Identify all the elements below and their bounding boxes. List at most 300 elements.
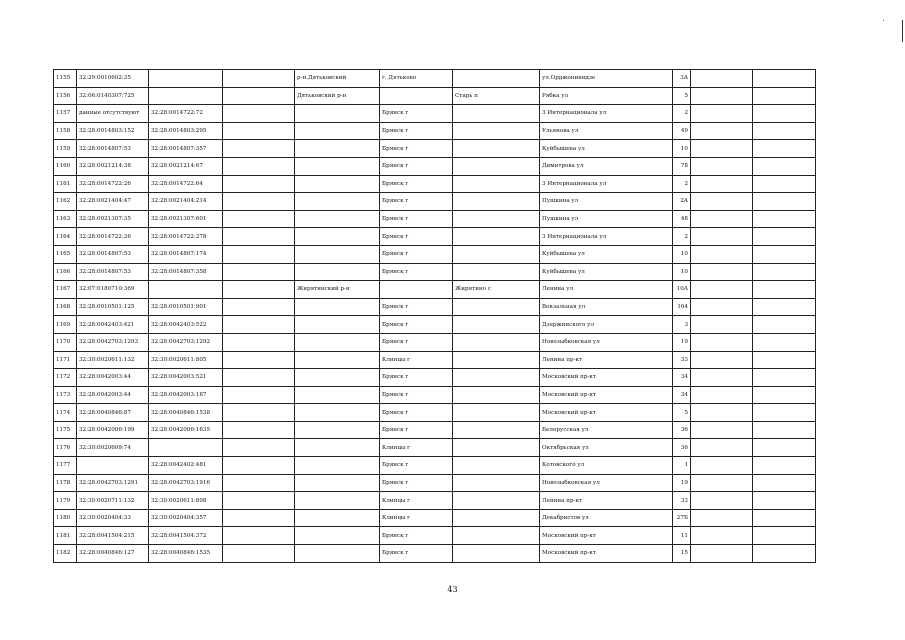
city-cell: Брянск г: [380, 245, 453, 263]
empty-cell: [753, 527, 816, 545]
district-cell: [295, 298, 380, 316]
empty-cell: [753, 193, 816, 211]
empty-cell: [223, 122, 295, 140]
district-cell: [295, 228, 380, 246]
empty-cell: [753, 421, 816, 439]
empty-cell: [691, 509, 753, 527]
settlement-cell: [453, 140, 540, 158]
district-cell: [295, 210, 380, 228]
cadastral-number-cell: 32:28:0014803:152: [77, 122, 149, 140]
empty-cell: [753, 157, 816, 175]
house-number-cell: 78: [673, 157, 691, 175]
empty-cell: [223, 87, 295, 105]
table-row: [54, 474, 816, 492]
street-cell: Пушкина ул: [540, 193, 673, 211]
empty-cell: [691, 457, 753, 475]
cadastral-number-cell: 32:28:0042006:199: [77, 421, 149, 439]
house-number-cell: 5: [673, 87, 691, 105]
empty-cell: [753, 545, 816, 563]
settlement-cell: [453, 245, 540, 263]
street-cell: Московский пр-кт: [540, 527, 673, 545]
city-cell: Клинцы г: [380, 439, 453, 457]
empty-cell: [223, 404, 295, 422]
empty-cell: [223, 492, 295, 510]
house-number-cell: 1: [673, 457, 691, 475]
city-cell: Брянск г: [380, 474, 453, 492]
table-row: [54, 105, 816, 123]
table-row: [54, 263, 816, 281]
city-cell: Брянск г: [380, 369, 453, 387]
empty-cell: [223, 316, 295, 334]
street-cell: Ленина пр-кт: [540, 351, 673, 369]
scan-edge-mark: [902, 20, 903, 42]
empty-cell: [691, 492, 753, 510]
city-cell: Брянск г: [380, 457, 453, 475]
city-cell: Брянск г: [380, 140, 453, 158]
settlement-cell: [453, 122, 540, 140]
empty-cell: [691, 87, 753, 105]
table-row: [54, 87, 816, 105]
empty-cell: [223, 193, 295, 211]
premises-cadastral-number-cell: 32:28:0014807:357: [149, 140, 223, 158]
house-number-cell: 34: [673, 369, 691, 387]
table-row: [54, 439, 816, 457]
empty-cell: [691, 281, 753, 299]
empty-cell: [691, 386, 753, 404]
cadastral-number-cell: данные отсутствуют: [77, 105, 149, 123]
empty-cell: [691, 421, 753, 439]
empty-cell: [223, 70, 295, 88]
house-number-cell: 36: [673, 421, 691, 439]
district-cell: [295, 140, 380, 158]
row-number-cell: 1165: [54, 245, 77, 263]
premises-cadastral-number-cell: 32:30:0020404:357: [149, 509, 223, 527]
empty-cell: [691, 298, 753, 316]
city-cell: Брянск г: [380, 404, 453, 422]
district-cell: [295, 439, 380, 457]
row-number-cell: 1164: [54, 228, 77, 246]
cadastral-number-cell: 32:28:0042703:1291: [77, 474, 149, 492]
empty-cell: [223, 105, 295, 123]
premises-cadastral-number-cell: 32:28:0014722:72: [149, 105, 223, 123]
premises-cadastral-number-cell: 32:28:0021404:214: [149, 193, 223, 211]
house-number-cell: 10: [673, 263, 691, 281]
empty-cell: [691, 122, 753, 140]
premises-cadastral-number-cell: [149, 87, 223, 105]
district-cell: [295, 263, 380, 281]
street-cell: Ленина пр-кт: [540, 492, 673, 510]
premises-cadastral-number-cell: 32:28:0042006:1635: [149, 421, 223, 439]
empty-cell: [753, 105, 816, 123]
city-cell: [380, 281, 453, 299]
house-number-cell: 10: [673, 140, 691, 158]
empty-cell: [753, 210, 816, 228]
settlement-cell: [453, 105, 540, 123]
house-number-cell: 3: [673, 316, 691, 334]
row-number-cell: 1175: [54, 421, 77, 439]
street-cell: Московский пр-кт: [540, 545, 673, 563]
empty-cell: [753, 298, 816, 316]
empty-cell: [753, 316, 816, 334]
empty-cell: [691, 351, 753, 369]
house-number-cell: 33: [673, 351, 691, 369]
cadastral-number-cell: 32:30:0020711:132: [77, 492, 149, 510]
empty-cell: [753, 245, 816, 263]
empty-cell: [753, 333, 816, 351]
empty-cell: [753, 263, 816, 281]
settlement-cell: Жирятино с: [453, 281, 540, 299]
empty-cell: [753, 474, 816, 492]
empty-cell: [691, 474, 753, 492]
city-cell: г. Дятьково: [380, 70, 453, 88]
empty-cell: [223, 457, 295, 475]
row-number-cell: 1160: [54, 157, 77, 175]
settlement-cell: [453, 369, 540, 387]
empty-cell: [691, 140, 753, 158]
scan-speck: [883, 20, 884, 21]
empty-cell: [223, 228, 295, 246]
street-cell: Куйбышева ул: [540, 245, 673, 263]
settlement-cell: [453, 439, 540, 457]
city-cell: Брянск г: [380, 122, 453, 140]
city-cell: Брянск г: [380, 210, 453, 228]
empty-cell: [223, 386, 295, 404]
premises-cadastral-number-cell: 32:28:0042403:522: [149, 316, 223, 334]
table-row: [54, 421, 816, 439]
empty-cell: [691, 193, 753, 211]
settlement-cell: [453, 157, 540, 175]
empty-cell: [691, 527, 753, 545]
city-cell: Брянск г: [380, 175, 453, 193]
street-cell: Московский пр-кт: [540, 386, 673, 404]
cadastral-number-cell: 32:28:0014807:53: [77, 140, 149, 158]
cadastral-number-cell: 32:28:0021404:47: [77, 193, 149, 211]
cadastral-number-cell: 32:28:0014722:26: [77, 228, 149, 246]
empty-cell: [691, 263, 753, 281]
settlement-cell: Старь п: [453, 87, 540, 105]
cadastral-number-cell: 32:28:0021214:38: [77, 157, 149, 175]
street-cell: Ленина ул: [540, 281, 673, 299]
row-number-cell: 1177: [54, 457, 77, 475]
city-cell: Брянск г: [380, 421, 453, 439]
row-number-cell: 1181: [54, 527, 77, 545]
cadastral-number-cell: 32:30:0020609:74: [77, 439, 149, 457]
cadastral-number-cell: 32:30:0020611:132: [77, 351, 149, 369]
street-cell: Рябка ул: [540, 87, 673, 105]
district-cell: [295, 545, 380, 563]
empty-cell: [753, 281, 816, 299]
row-number-cell: 1176: [54, 439, 77, 457]
city-cell: Клинцы г: [380, 351, 453, 369]
row-number-cell: 1173: [54, 386, 77, 404]
empty-cell: [753, 351, 816, 369]
district-cell: [295, 457, 380, 475]
district-cell: [295, 245, 380, 263]
city-cell: Брянск г: [380, 333, 453, 351]
row-number-cell: 1163: [54, 210, 77, 228]
table-row: [54, 457, 816, 475]
empty-cell: [691, 545, 753, 563]
city-cell: Клинцы г: [380, 492, 453, 510]
row-number-cell: 1161: [54, 175, 77, 193]
district-cell: [295, 105, 380, 123]
cadastral-number-cell: 32:28:0014807:53: [77, 245, 149, 263]
table-row: [54, 545, 816, 563]
empty-cell: [223, 263, 295, 281]
settlement-cell: [453, 421, 540, 439]
house-number-cell: 36: [673, 439, 691, 457]
empty-cell: [753, 228, 816, 246]
table-row: [54, 228, 816, 246]
row-number-cell: 1172: [54, 369, 77, 387]
row-number-cell: 1178: [54, 474, 77, 492]
settlement-cell: [453, 492, 540, 510]
city-cell: Брянск г: [380, 386, 453, 404]
cadastral-number-cell: 32:28:0010501:125: [77, 298, 149, 316]
premises-cadastral-number-cell: 32:28:0040846:1538: [149, 404, 223, 422]
row-number-cell: 1166: [54, 263, 77, 281]
cadastral-number-cell: 32:30:0020404:33: [77, 509, 149, 527]
table-row: [54, 298, 816, 316]
empty-cell: [753, 369, 816, 387]
empty-cell: [223, 175, 295, 193]
cadastral-number-cell: 32:28:0042703:1293: [77, 333, 149, 351]
empty-cell: [223, 527, 295, 545]
premises-cadastral-number-cell: 32:28:0042703:1292: [149, 333, 223, 351]
empty-cell: [753, 439, 816, 457]
city-cell: [380, 87, 453, 105]
house-number-cell: 2А: [673, 193, 691, 211]
street-cell: Белорусская ул: [540, 421, 673, 439]
premises-cadastral-number-cell: 32:28:0014803:295: [149, 122, 223, 140]
city-cell: Брянск г: [380, 193, 453, 211]
settlement-cell: [453, 386, 540, 404]
city-cell: Клинцы г: [380, 509, 453, 527]
settlement-cell: [453, 263, 540, 281]
settlement-cell: [453, 70, 540, 88]
row-number-cell: 1180: [54, 509, 77, 527]
table-row: [54, 386, 816, 404]
district-cell: [295, 509, 380, 527]
table-row: [54, 157, 816, 175]
empty-cell: [223, 210, 295, 228]
cadastral-number-cell: 32:28:0042403:421: [77, 316, 149, 334]
settlement-cell: [453, 175, 540, 193]
settlement-cell: [453, 351, 540, 369]
empty-cell: [223, 509, 295, 527]
register-table: [53, 69, 816, 563]
premises-cadastral-number-cell: 32:28:0010501:901: [149, 298, 223, 316]
district-cell: [295, 193, 380, 211]
settlement-cell: [453, 527, 540, 545]
cadastral-number-cell: 32:07:0180710:369: [77, 281, 149, 299]
district-cell: [295, 527, 380, 545]
empty-cell: [223, 245, 295, 263]
cadastral-number-cell: 32:28:0040846:87: [77, 404, 149, 422]
district-cell: [295, 316, 380, 334]
district-cell: [295, 369, 380, 387]
premises-cadastral-number-cell: 32:30:0020611:805: [149, 351, 223, 369]
premises-cadastral-number-cell: 32:28:0021307:601: [149, 210, 223, 228]
house-number-cell: 49: [673, 122, 691, 140]
table-row: [54, 509, 816, 527]
street-cell: Новозыбковская ул: [540, 474, 673, 492]
premises-cadastral-number-cell: 32:28:0014722:64: [149, 175, 223, 193]
empty-cell: [753, 87, 816, 105]
settlement-cell: [453, 210, 540, 228]
street-cell: Пушкина ул: [540, 210, 673, 228]
row-number-cell: 1167: [54, 281, 77, 299]
settlement-cell: [453, 298, 540, 316]
empty-cell: [753, 122, 816, 140]
row-number-cell: 1174: [54, 404, 77, 422]
table-row: [54, 351, 816, 369]
empty-cell: [691, 175, 753, 193]
table-row: [54, 404, 816, 422]
premises-cadastral-number-cell: 32:28:0014722:278: [149, 228, 223, 246]
city-cell: Брянск г: [380, 228, 453, 246]
settlement-cell: [453, 509, 540, 527]
house-number-cell: 19: [673, 333, 691, 351]
cadastral-number-cell: 32:28:0041504:215: [77, 527, 149, 545]
street-cell: Московский пр-кт: [540, 369, 673, 387]
empty-cell: [753, 175, 816, 193]
empty-cell: [223, 439, 295, 457]
table-row: [54, 122, 816, 140]
empty-cell: [753, 509, 816, 527]
cadastral-number-cell: 32:28:0040846:127: [77, 545, 149, 563]
empty-cell: [753, 404, 816, 422]
settlement-cell: [453, 457, 540, 475]
premises-cadastral-number-cell: 32:28:0042703:1916: [149, 474, 223, 492]
street-cell: Декабристов ул: [540, 509, 673, 527]
row-number-cell: 1156: [54, 87, 77, 105]
city-cell: Брянск г: [380, 298, 453, 316]
empty-cell: [223, 281, 295, 299]
row-number-cell: 1158: [54, 122, 77, 140]
row-number-cell: 1162: [54, 193, 77, 211]
street-cell: Новозыбковская ул: [540, 333, 673, 351]
house-number-cell: 48: [673, 210, 691, 228]
table-row: [54, 492, 816, 510]
city-cell: Брянск г: [380, 157, 453, 175]
district-cell: р-н.Дятьковский: [295, 70, 380, 88]
empty-cell: [753, 492, 816, 510]
district-cell: [295, 421, 380, 439]
district-cell: [295, 351, 380, 369]
district-cell: [295, 333, 380, 351]
street-cell: 3 Интернационала ул: [540, 228, 673, 246]
city-cell: Брянск г: [380, 545, 453, 563]
empty-cell: [223, 369, 295, 387]
cadastral-number-cell: 32:06:0140307:725: [77, 87, 149, 105]
cadastral-number-cell: [77, 457, 149, 475]
house-number-cell: 15: [673, 545, 691, 563]
empty-cell: [691, 404, 753, 422]
empty-cell: [223, 298, 295, 316]
settlement-cell: [453, 474, 540, 492]
settlement-cell: [453, 404, 540, 422]
street-cell: ул.Орджоникидзе: [540, 70, 673, 88]
street-cell: 3 Интернационала ул: [540, 175, 673, 193]
row-number-cell: 1169: [54, 316, 77, 334]
house-number-cell: 27Б: [673, 509, 691, 527]
empty-cell: [691, 316, 753, 334]
table-row: [54, 333, 816, 351]
district-cell: Жирятинский р-н: [295, 281, 380, 299]
row-number-cell: 1159: [54, 140, 77, 158]
district-cell: [295, 492, 380, 510]
table-row: [54, 369, 816, 387]
house-number-cell: 164: [673, 298, 691, 316]
table-row: [54, 140, 816, 158]
premises-cadastral-number-cell: 32:28:0042003:187: [149, 386, 223, 404]
cadastral-number-cell: 32:28:0014722:26: [77, 175, 149, 193]
street-cell: Димитрова ул: [540, 157, 673, 175]
house-number-cell: 10: [673, 245, 691, 263]
cadastral-number-cell: 32:28:0021307:35: [77, 210, 149, 228]
district-cell: [295, 386, 380, 404]
settlement-cell: [453, 228, 540, 246]
table-row: [54, 193, 816, 211]
table-row: [54, 527, 816, 545]
city-cell: Брянск г: [380, 105, 453, 123]
premises-cadastral-number-cell: [149, 439, 223, 457]
empty-cell: [223, 545, 295, 563]
table-row: [54, 175, 816, 193]
cadastral-number-cell: 32:28:0042003:44: [77, 369, 149, 387]
row-number-cell: 1179: [54, 492, 77, 510]
premises-cadastral-number-cell: [149, 281, 223, 299]
row-number-cell: 1171: [54, 351, 77, 369]
table-row: [54, 210, 816, 228]
table-row: [54, 316, 816, 334]
empty-cell: [691, 245, 753, 263]
house-number-cell: 3А: [673, 70, 691, 88]
district-cell: [295, 404, 380, 422]
row-number-cell: 1182: [54, 545, 77, 563]
cadastral-number-cell: 32:28:0014807:53: [77, 263, 149, 281]
empty-cell: [691, 105, 753, 123]
street-cell: 3 Интернационала ул: [540, 105, 673, 123]
empty-cell: [691, 157, 753, 175]
row-number-cell: 1155: [54, 70, 77, 88]
row-number-cell: 1170: [54, 333, 77, 351]
empty-cell: [223, 351, 295, 369]
row-number-cell: 1157: [54, 105, 77, 123]
district-cell: Дятьковский р-н: [295, 87, 380, 105]
empty-cell: [691, 369, 753, 387]
settlement-cell: [453, 545, 540, 563]
empty-cell: [753, 140, 816, 158]
empty-cell: [223, 474, 295, 492]
empty-cell: [753, 70, 816, 88]
premises-cadastral-number-cell: 32:28:0021214:67: [149, 157, 223, 175]
street-cell: Ульянова ул: [540, 122, 673, 140]
settlement-cell: [453, 333, 540, 351]
table-row: [54, 70, 816, 88]
city-cell: Брянск г: [380, 527, 453, 545]
page-number: 43: [447, 585, 458, 594]
street-cell: Дзержинского ул: [540, 316, 673, 334]
premises-cadastral-number-cell: 32:28:0042003:521: [149, 369, 223, 387]
house-number-cell: 19: [673, 474, 691, 492]
empty-cell: [223, 421, 295, 439]
premises-cadastral-number-cell: 32:28:0040846:1535: [149, 545, 223, 563]
street-cell: Котовского ул: [540, 457, 673, 475]
empty-cell: [753, 386, 816, 404]
premises-cadastral-number-cell: 32:30:0020611:808: [149, 492, 223, 510]
